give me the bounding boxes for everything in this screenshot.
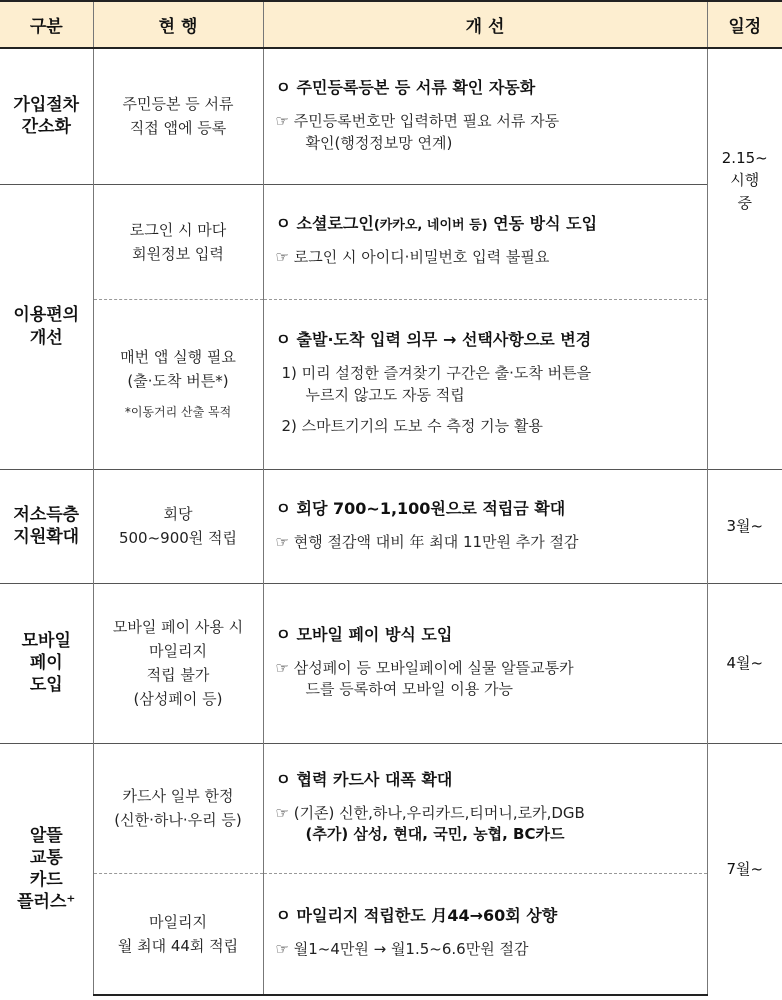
improvement-note: ☞ 삼성페이 등 모바일페이에 실물 알뜰교통카 드를 등록하여 모바일 이용 가능	[275, 658, 574, 699]
table-row	[0, 48, 782, 184]
improvement-note: ☞ 로그인 시 아이디·비밀번호 입력 불필요	[275, 248, 550, 267]
improvement-title	[276, 214, 693, 235]
improvement-title: ㅇ 출발·도착 입력 의무 → 선택사항으로 변경	[275, 329, 592, 349]
title-text: ㅇ 소셜로그인	[275, 214, 374, 234]
category-cell	[0, 184, 93, 469]
header-schedule: 일정	[707, 1, 782, 48]
improvement-note: ☞ 월1~4만원 → 월1.5~6.6만원 절감	[275, 940, 529, 959]
current-cell	[93, 743, 263, 873]
category-label: 알뜰 교통 카드 플러스⁺	[17, 826, 76, 913]
schedule-text: 7월~	[726, 860, 764, 878]
improvement-cell	[263, 583, 707, 743]
table-row	[0, 583, 782, 743]
improvement-note: ☞ 현행 절감액 대비 年 최대 11만원 추가 절감	[275, 532, 579, 551]
category-label: 모바일 페이 도입	[21, 630, 71, 696]
title-text: 연동 방식 도입	[487, 214, 598, 234]
table-row	[0, 184, 782, 299]
improvement-cell	[263, 469, 707, 583]
improvement-title: ㅇ 주민등록등본 등 서류 확인 자동화	[275, 78, 536, 98]
improvement-note: ☞ 주민등록번호만 입력하면 필요 서류 자동 확인(행정정보망 연계)	[275, 111, 560, 152]
current-cell	[93, 583, 263, 743]
current-cell	[93, 873, 263, 995]
improvement-note	[276, 803, 693, 847]
improvement-title: ㅇ 회당 700~1,100원으로 적립금 확대	[275, 498, 566, 518]
improvement-title: ㅇ 마일리지 적립한도 月44→60회 상향	[275, 906, 558, 926]
current-text: 카드사 일부 한정 (신한·하나·우리 등)	[114, 787, 242, 829]
improvement-cell	[263, 873, 707, 995]
current-text: 로그인 시 마다 회원정보 입력	[129, 220, 227, 263]
table-row	[0, 469, 782, 583]
header-improvement: 개 선	[263, 1, 707, 48]
schedule-cell	[707, 48, 782, 469]
current-cell	[93, 299, 263, 469]
improvement-cell	[263, 299, 707, 469]
category-cell	[0, 743, 93, 995]
current-footnote: *이동거리 산출 목적	[124, 405, 232, 420]
schedule-cell	[707, 743, 782, 995]
table-row	[0, 873, 782, 995]
current-cell	[93, 48, 263, 184]
current-text: 매번 앱 실행 필요 (출·도착 버튼*)	[120, 348, 236, 391]
category-label: 이용편의 개선	[13, 305, 80, 348]
table-row	[0, 743, 782, 873]
schedule-text: 2.15~ 시행 중	[721, 148, 768, 212]
category-cell	[0, 583, 93, 743]
category-label: 가입절차 간소화	[13, 95, 80, 138]
current-cell	[93, 184, 263, 299]
improvement-cell	[263, 48, 707, 184]
improvement-cell	[263, 743, 707, 873]
improvement-sub-item: 2) 스마트기기의 도보 수 측정 기능 활용	[281, 417, 543, 436]
header-current: 현 행	[93, 1, 263, 48]
schedule-text: 4월~	[726, 653, 764, 672]
schedule-cell	[707, 469, 782, 583]
header-row	[0, 1, 782, 48]
note-line-bold: (추가) 삼성, 현대, 국민, 농협, BC카드	[305, 825, 565, 844]
table-row	[0, 299, 782, 469]
category-cell	[0, 469, 93, 583]
current-cell	[93, 469, 263, 583]
category-cell	[0, 48, 93, 184]
current-text: 모바일 페이 사용 시 마일리지 적립 불가 (삼성페이 등)	[112, 618, 244, 708]
current-text: 마일리지 월 최대 44회 적립	[117, 912, 239, 955]
improvement-cell	[263, 184, 707, 299]
header-category: 구분	[0, 1, 93, 48]
current-text: 회당 500~900원 적립	[118, 505, 238, 547]
title-small-text: (카카오, 네이버 등)	[373, 218, 488, 234]
current-text: 주민등본 등 서류 직접 앱에 등록	[122, 95, 234, 138]
improvement-title: ㅇ 모바일 페이 방식 도입	[275, 624, 453, 644]
category-label: 저소득층 지원확대	[13, 504, 80, 547]
note-line: ☞ (기존) 신한,하나,우리카드,티머니,로카,DGB	[275, 803, 585, 822]
improvement-title: ㅇ 협력 카드사 대폭 확대	[275, 769, 453, 789]
schedule-cell	[707, 583, 782, 743]
schedule-text: 3월~	[726, 516, 764, 535]
improvement-sub-item: 1) 미리 설정한 즐겨찾기 구간은 출·도착 버튼을 누르지 않고도 자동 적립	[281, 363, 592, 404]
